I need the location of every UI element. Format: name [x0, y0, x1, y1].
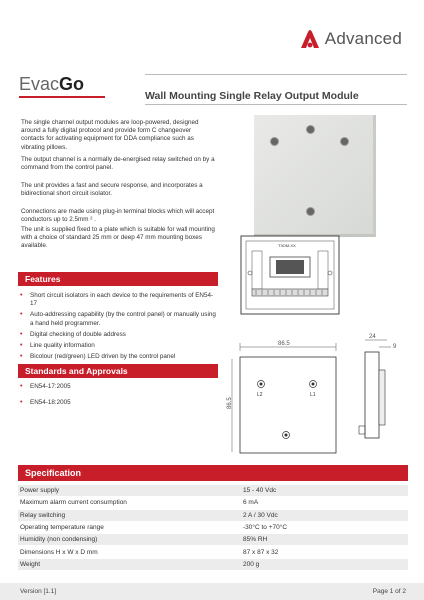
screw-hole-icon	[270, 137, 279, 146]
table-row: Weight 200 g	[18, 558, 408, 570]
logo-underline	[19, 96, 105, 98]
standard-item: • EN54-18:2005	[20, 399, 71, 407]
table-row: Dimensions H x W x D mm 87 x 87 x 32	[18, 546, 408, 558]
intro-paragraph-3: The unit provides a fast and secure response, and incorporates a bidirectional short circuit isolator.	[21, 182, 203, 198]
height-dimension: 86.5	[227, 397, 233, 409]
advanced-logo-icon	[299, 29, 321, 49]
depth-dimension: 24	[369, 334, 376, 340]
bullet-icon: •	[20, 292, 23, 299]
bullet-icon: •	[20, 353, 23, 361]
page-title: Wall Mounting Single Relay Output Module	[145, 90, 359, 102]
bullet-icon: •	[20, 342, 23, 350]
pcb-label: T3OM-XX	[278, 243, 296, 248]
table-row: Maximum alarm current consumption 6 mA	[18, 497, 408, 509]
screw-hole-icon	[340, 137, 349, 146]
screw-hole-icon	[306, 125, 315, 134]
version-label: Version [1.1]	[20, 588, 57, 595]
pcb-drawing	[240, 235, 340, 315]
features-heading: Features	[18, 272, 218, 286]
page-header	[0, 0, 424, 64]
feature-item: • Short circuit isolators in each device to the requirements of EN54-17	[20, 292, 214, 308]
title-rule-top	[145, 74, 407, 75]
table-row: Humidity (non condensing) 85% RH	[18, 534, 408, 546]
front-dimension-drawing	[228, 337, 338, 462]
feature-item: • Auto-addressing capability (by the control panel) or manually using a hand held programmer.	[20, 311, 216, 327]
table-row: Power supply 15 - 40 Vdc	[18, 485, 408, 497]
feature-item: • Digital checking of double address	[20, 330, 126, 338]
page-footer	[0, 583, 424, 600]
feature-item: • Bicolour (red/green) LED driven by the control panel	[20, 353, 176, 361]
product-logo	[19, 74, 109, 98]
bullet-icon: •	[20, 383, 23, 390]
table-row: Relay switching 2 A / 30 Vdc	[18, 509, 408, 521]
page-number: Page 1 of 2	[372, 588, 406, 595]
table-row: Operating temperature range -30°C to +70°C	[18, 521, 408, 533]
screw-hole-icon	[306, 207, 315, 216]
side-dimension-drawing	[355, 330, 410, 450]
features-list	[20, 292, 220, 364]
intro-paragraph-4: Connections are made using plug-in terminal blocks which will accept conductors up to 2.5mm ² .	[21, 208, 215, 224]
bullet-icon: •	[20, 399, 23, 407]
product-photo	[254, 115, 376, 237]
led-right-label: L1	[310, 392, 316, 398]
intro-paragraph-2: The output channel is a normally de-energised relay switched on by a command from the control panel.	[21, 156, 215, 172]
width-dimension: 86.5	[278, 341, 290, 347]
standard-item: • EN54-17:2005	[20, 383, 71, 390]
side-dimension: 9	[393, 344, 397, 350]
standards-heading: Standards and Approvals	[18, 364, 218, 378]
bullet-icon: •	[20, 311, 23, 319]
specification-table	[18, 485, 408, 571]
feature-item: • Line quality information	[20, 342, 95, 350]
title-rule-bottom	[145, 104, 407, 105]
intro-paragraph-5: The unit is supplied fixed to a plate which is suitable for wall mounting with a choice of standard 25 mm or deep 47 mm mounting boxes available.	[21, 226, 215, 250]
intro-paragraph-1: The single channel output modules are loop-powered, designed around a fully digital protocol and provide form C changeover contacts for activating equipment for DDA compliance such as vibrating pillows.	[21, 119, 199, 151]
logo-prefix: Evac	[19, 74, 60, 94]
standards-list	[20, 383, 220, 410]
brand-logo	[299, 27, 402, 51]
brand-name: Advanced	[324, 29, 402, 48]
bullet-icon: •	[20, 330, 23, 338]
led-left-label: L2	[257, 392, 263, 398]
specification-heading: Specification	[18, 465, 408, 481]
logo-suffix: Go	[59, 74, 85, 94]
